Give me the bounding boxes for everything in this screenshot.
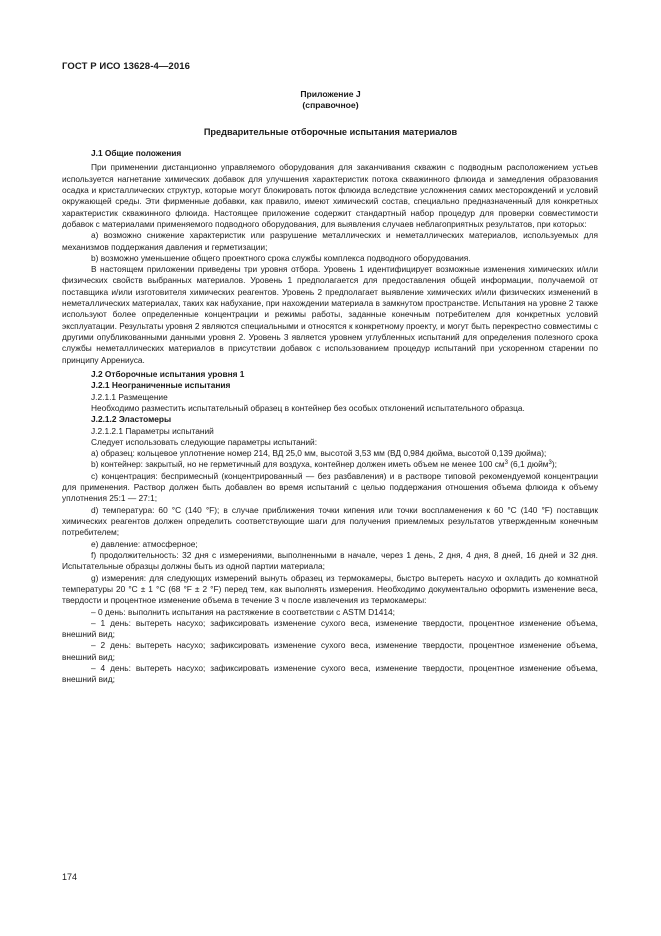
list-item: b) возможно уменьшение общего проектного срока службы комплекса подводного оборудования. bbox=[91, 252, 471, 263]
clause-heading-j211: J.2.1.1 Размещение bbox=[91, 391, 168, 402]
subsection-heading-j21: J.2.1 Неограниченные испытания bbox=[91, 380, 231, 391]
annex-status: (справочное) bbox=[302, 100, 359, 110]
clause-heading-j2121: J.2.1.2.1 Параметры испытаний bbox=[91, 425, 214, 436]
list-item-text: ); bbox=[551, 459, 557, 470]
paragraph: Необходимо разместить испытательный образец в контейнер без особых отклонений испытательного образца. bbox=[91, 402, 525, 413]
standard-header: ГОСТ Р ИСО 13628-4—2016 bbox=[62, 61, 190, 72]
list-item-text: (6,1 дюйм bbox=[507, 459, 549, 470]
list-item: с) концентрация: беспримесный (концентрированный — без разбавления) и в растворе типовой рекомендуемой концентрации для применения. Раствор должен быть добавлен во время испытаний с целью поддержания отношения объема флюида к объему уплотнения 25:1 — 27:1; bbox=[62, 470, 598, 504]
list-item-text: b) контейнер: закрытый, но не герметичный для воздуха, контейнер должен иметь объем не менее 100 см bbox=[91, 459, 505, 470]
dash-item: – 2 день: вытереть насухо; зафиксировать изменение сухого веса, изменение твердости, процентное изменение объема, внешний вид; bbox=[62, 640, 598, 662]
dash-item: – 1 день: вытереть насухо; зафиксировать изменение сухого веса, изменение твердости, процентное изменение объема, внешний вид; bbox=[62, 617, 598, 640]
annex-title: Предварительные отборочные испытания материалов bbox=[203, 127, 458, 137]
list-item: е) давление: атмосферное; bbox=[91, 538, 198, 549]
superscript: 3 bbox=[504, 460, 508, 467]
list-item: f) продолжительность: 32 дня с измерениями, выполненными в начале, через 1 день, 2 дня, 4 дня, 8 дней, 16 дней и 32 дня. Испытательные образцы должны быть из одной партии материала; bbox=[62, 549, 598, 572]
list-item: а) образец: кольцевое уплотнение номер 214, ВД 25,0 мм, высотой 3,53 мм (ВД 0,984 дюйма, высотой 0,139 дюйма); bbox=[91, 448, 547, 459]
paragraph: При применении дистанционно управляемого оборудования для заканчивания скважин с подводным расположением устьев используется нагнетание химических добавок для улучшения характеристик потока скважинного флюида и замедления образования осадка и кристаллических структур, которые могут блокировать поток флюида вследствие усложнения самих месторождений и условий окружающей среды. Эти фирменные добавки, как правило, имеют химический состав, специально предназначенный для конкретных характеристик скважинного флюида. Настоящее приложение содержит стандартный набор процедур для проверки совместимости добавок с материалами применяемого подводного оборудования, для выявления случаев неблагоприятных результатов, при которых: bbox=[62, 162, 598, 229]
paragraph: В настоящем приложении приведены три уровня отбора. Уровень 1 идентифицирует возможные изменения химических и/или физических свойств выбранных материалов. Уровень 1 предполагается для предоставления общей информации, получаемой от поставщика и/или изготовителя химических реагентов. Уровень 2 предполагает выявление химических и/или физических изменений в неметаллических материалах, таких как набухание, при нахождении материала в замкнутом пространстве. Испытания на уровне 2 также используют более определенные концентрации и режимы работы, заданные конечным потребителем для конкретных условий эксплуатации. Результаты уровня 2 являются специальными и относятся к конкретному проекту, и могут быть перекрестно совместимы с другими опубликованными данными уровня 2. Уровень 3 является уровнем углубленных испытаний для определения полезного срока службы неметаллических материалов в присутствии добавок с использованием процедур испытаний при ускоренном старении по принципу Аррениуса. bbox=[62, 264, 598, 365]
list-item: d) температура: 60 °С (140 °F); в случае приближения точки кипения или точки воспламенения к 60 °С (140 °F) поставщик химических реагентов должен определить соответствующие шаги для получения приемлемых результатов утвержденным конечным потребителем; bbox=[62, 504, 598, 538]
paragraph: Следует использовать следующие параметры испытаний: bbox=[91, 436, 318, 447]
superscript: 3 bbox=[548, 460, 552, 467]
document-body bbox=[62, 148, 598, 686]
annex-label-block bbox=[62, 89, 599, 111]
list-item bbox=[62, 459, 598, 470]
section-heading-j1: J.1 Общие положения bbox=[91, 148, 182, 158]
dash-item: – 0 день: выполнить испытания на растяжение в соответствии с ASTM D1414; bbox=[91, 606, 395, 617]
section-heading-j2: J.2 Отборочные испытания уровня 1 bbox=[91, 368, 245, 379]
annex-label: Приложение J bbox=[300, 89, 361, 99]
list-item: g) измерения: для следующих измерений вынуть образец из термокамеры, быстро вытереть насухо и охладить до комнатной температуры 20 °С ± 1 °С (68 °F ± 2 °F) перед тем, как выполнять измерения. Необходимо документально оформить изменение веса, твердости и процентное изменение объема в течение 3 ч после извлечения из термокамеры: bbox=[62, 572, 598, 606]
dash-item: – 4 день: вытереть насухо; зафиксировать изменение сухого веса, изменение твердости, процентное изменение объема, внешний вид; bbox=[62, 663, 598, 685]
list-item: а) возможно снижение характеристик или разрушение металлических и неметаллических материалов, используемых для механизмов поддержания давления и герметизации; bbox=[62, 230, 598, 252]
page-number: 174 bbox=[62, 872, 78, 882]
subsection-heading-j212: J.2.1.2 Эластомеры bbox=[91, 414, 172, 425]
